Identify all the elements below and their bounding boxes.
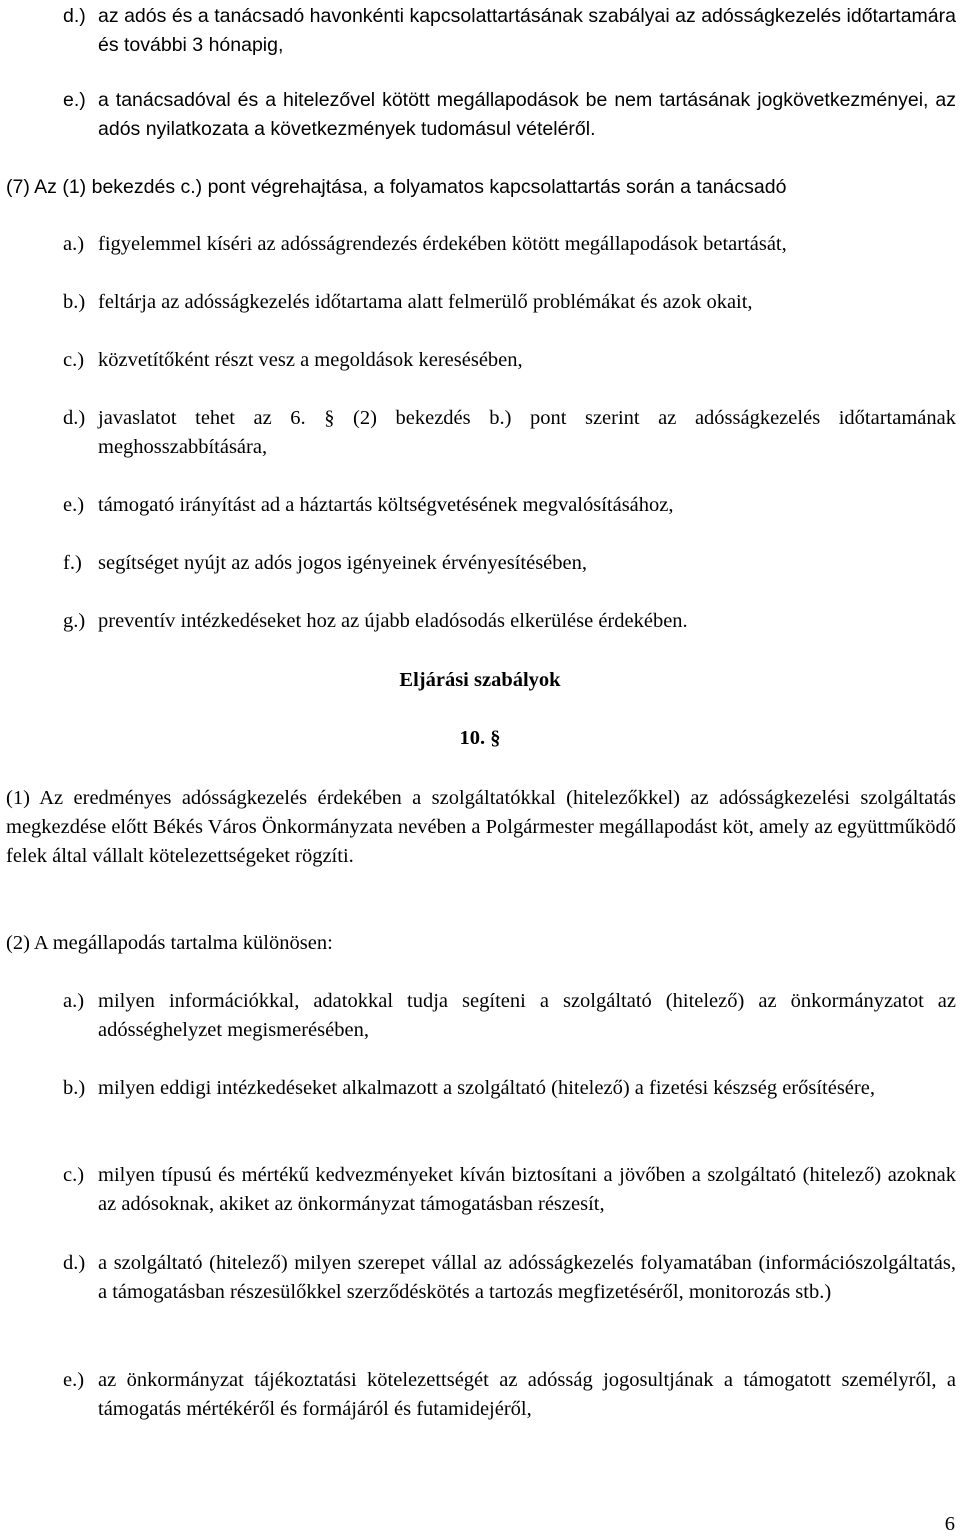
list-item	[63, 1249, 956, 1307]
list-item	[63, 1074, 956, 1103]
item-label: a.)	[63, 990, 85, 1012]
list-item	[63, 86, 956, 144]
item-text: támogató irányítást ad a háztartás költségvetésének megvalósításához,	[98, 494, 674, 516]
list-item	[63, 491, 956, 520]
list-item	[63, 404, 956, 462]
list-item	[63, 1161, 956, 1219]
item-text: az adós és a tanácsadó havonkénti kapcsolattartásának szabályai az adósságkezelés időtartamára és további 3 hónapig,	[98, 5, 956, 56]
item-label: e.)	[63, 494, 85, 516]
item-label: f.)	[63, 552, 82, 574]
item-text: figyelemmel kíséri az adósságrendezés érdekében kötött megállapodások betartását,	[98, 233, 787, 255]
page-number: 6	[944, 1513, 955, 1535]
list-item	[63, 346, 956, 375]
item-label: c.)	[63, 1164, 85, 1186]
section-heading: Eljárási szabályok	[399, 669, 561, 691]
item-text: a szolgáltató (hitelező) milyen szerepet vállal az adósságkezelés folyamatában (információszolgáltatás, a támogatásban részesülőkkel szerződéskötés a tartozás megfizetéséről, monitorozás stb.)	[98, 1252, 956, 1303]
item-label: e.)	[63, 1369, 85, 1391]
item-text: milyen eddigi intézkedéseket alkalmazott a szolgáltató (hitelező) a fizetési készség erősítésére,	[98, 1077, 875, 1099]
item-label: c.)	[63, 349, 85, 371]
paragraph-2-intro: (2) A megállapodás tartalma különösen:	[6, 932, 333, 954]
paragraph-7-intro: (7) Az (1) bekezdés c.) pont végrehajtása, a folyamatos kapcsolattartás során a tanácsadó	[6, 176, 787, 198]
item-label: b.)	[63, 291, 86, 313]
list-item	[63, 549, 956, 578]
item-text: milyen információkkal, adatokkal tudja segíteni a szolgáltató (hitelező) az önkormányzatot az adósséghelyzet megismerésében,	[98, 990, 956, 1041]
item-label: d.)	[63, 407, 86, 429]
item-text: a tanácsadóval és a hitelezővel kötött megállapodások be nem tartásának jogkövetkezményei, az adós nyilatkozata a következmények tudomásul vételéről.	[98, 89, 956, 140]
section-number: 10. §	[459, 727, 501, 749]
item-text: milyen típusú és mértékű kedvezményeket kíván biztosítani a jövőben a szolgáltató (hitelező) azoknak az adósoknak, akiket az önkormányzat támogatásban részesít,	[98, 1164, 956, 1215]
list-item	[63, 1366, 956, 1424]
item-label: d.)	[63, 1252, 86, 1274]
item-text: az önkormányzat tájékoztatási kötelezettségét az adósság jogosultjának a támogatott személyről, a támogatás mértékéről és formájáról és futamidejéről,	[98, 1369, 956, 1420]
item-text: feltárja az adósságkezelés időtartama alatt felmerülő problémákat és azok okait,	[98, 291, 753, 313]
list-item	[63, 607, 956, 636]
item-text: preventív intézkedéseket hoz az újabb eladósodás elkerülése érdekében.	[98, 610, 688, 632]
list-item	[63, 288, 956, 317]
list-item	[63, 2, 956, 60]
item-label: d.)	[63, 5, 86, 27]
item-label: g.)	[63, 610, 86, 632]
item-text: közvetítőként részt vesz a megoldások keresésében,	[98, 349, 523, 371]
item-label: b.)	[63, 1077, 86, 1099]
item-text: javaslatot tehet az 6. § (2) bekezdés b.) pont szerint az adósságkezelés időtartamának meghosszabbítására,	[98, 407, 956, 458]
list-item	[63, 230, 956, 259]
item-label: a.)	[63, 233, 85, 255]
paragraph-1: (1) Az eredményes adósságkezelés érdekében a szolgáltatókkal (hitelezőkkel) az adósságkezelési szolgáltatás megkezdése előtt Békés Város Önkormányzata nevében a Polgármester megállapodást köt, amely az együttműködő felek által vállalt kötelezettségeket rögzíti.	[6, 787, 956, 867]
list-item	[63, 987, 956, 1045]
item-text: segítséget nyújt az adós jogos igényeinek érvényesítésében,	[98, 552, 588, 574]
item-label: e.)	[63, 89, 86, 111]
